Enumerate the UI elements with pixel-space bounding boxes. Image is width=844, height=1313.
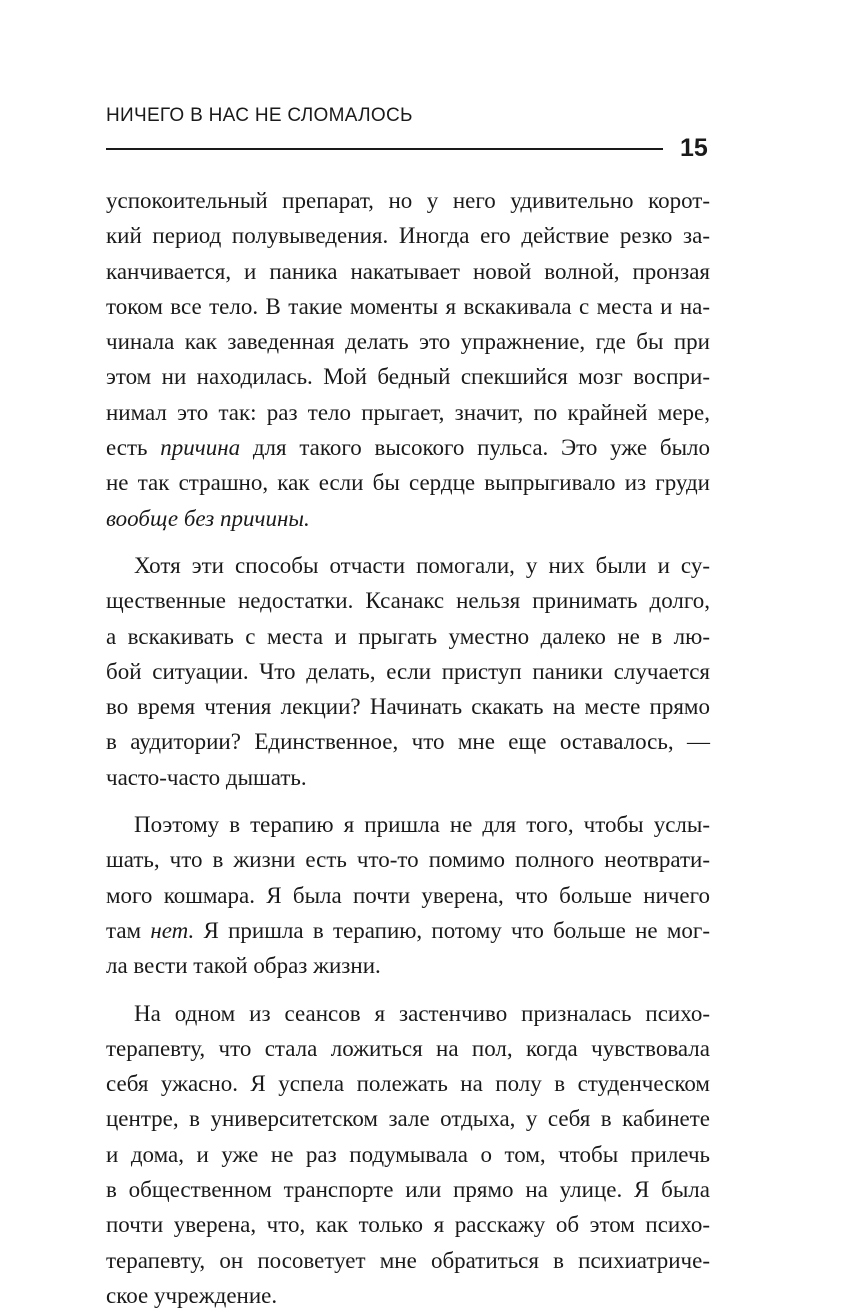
text-line — [106, 359, 710, 394]
paragraph — [106, 996, 710, 1313]
text-line — [106, 807, 710, 842]
text-line — [106, 430, 710, 465]
text-line — [106, 183, 710, 218]
text-segment: бой ситуации. Что делать, если приступ паники случается — [106, 658, 710, 684]
text-line — [106, 1278, 710, 1313]
text-segment: успокоительный препарат, но у него удивительно корот- — [106, 188, 710, 213]
text-segment: и дома, и уже не раз подумывала о том, чтобы прилечь — [106, 1141, 710, 1167]
text-line — [106, 619, 710, 654]
page-number: 15 — [680, 134, 708, 162]
text-segment: кий период полувыведения. Иногда его действие резко за- — [106, 223, 710, 249]
text-segment: Поэтому в терапию я пришла не для того, чтобы услы- — [134, 812, 710, 838]
text-line — [106, 583, 710, 618]
paragraph — [106, 183, 710, 536]
text-segment: ла вести такой образ жизни. — [106, 953, 381, 979]
text-line — [106, 1207, 710, 1242]
text-line — [106, 465, 710, 500]
text-segment: там — [106, 917, 151, 943]
text-segment: не так страшно, как если бы сердце выпрыгивало из груди — [106, 470, 710, 496]
text-segment: себя ужасно. Я успела полежать на полу в студенческом — [106, 1071, 710, 1097]
text-line — [106, 548, 710, 583]
text-segment: мого кошмара. Я была почти уверена, что больше ничего — [106, 882, 710, 908]
paragraph-gap — [106, 795, 710, 807]
text-segment: щественные недостатки. Ксанакс нельзя принимать долго, — [106, 588, 710, 614]
text-line — [106, 218, 710, 253]
text-segment: Хотя эти способы отчасти помогали, у них были и су- — [134, 552, 710, 578]
text-segment: а вскакивать с места и прыгать уместно далеко не в лю- — [106, 623, 710, 649]
italic-text: причина — [160, 435, 241, 461]
text-segment: нимал это так: раз тело прыгает, значит, по крайней мере, — [106, 399, 710, 425]
text-segment: терапевту, он посоветует мне обратиться в психиатриче- — [106, 1247, 710, 1273]
text-segment: есть — [106, 435, 161, 461]
text-segment: для такого высокого пульса. Это уже было — [240, 435, 710, 461]
text-line — [106, 996, 710, 1031]
text-line — [106, 689, 710, 724]
header-rule — [106, 148, 663, 150]
text-line — [106, 948, 710, 983]
text-segment: почти уверена, что, как только я расскажу об этом психо- — [106, 1212, 710, 1238]
text-segment: часто-часто дышать. — [106, 764, 307, 790]
paragraph — [106, 807, 710, 983]
paragraph-gap — [106, 536, 710, 548]
running-head: НИЧЕГО В НАС НЕ СЛОМАЛОСЬ — [106, 105, 413, 126]
italic-text: вообще без причины. — [106, 505, 310, 531]
text-line — [106, 913, 710, 948]
text-segment: чинала как заведенная делать это упражнение, где бы при — [106, 329, 710, 355]
text-line — [106, 395, 710, 430]
text-line — [106, 289, 710, 324]
text-segment: током все тело. В такие моменты я вскакивала с места и на- — [106, 293, 710, 319]
text-line — [106, 1137, 710, 1172]
text-segment: шать, что в жизни есть что-то помимо полного неотврати- — [106, 847, 710, 873]
text-segment: этом ни находилась. Мой бедный спекшийся мозг воспри- — [106, 364, 710, 390]
text-line — [106, 1066, 710, 1101]
text-line — [106, 324, 710, 359]
text-segment: На одном из сеансов я застенчиво призналась психо- — [134, 1000, 710, 1026]
text-segment: центре, в университетском зале отдыха, у себя в кабинете — [106, 1106, 710, 1132]
text-line — [106, 842, 710, 877]
paragraph — [106, 548, 710, 795]
text-segment: канчивается, и паника накатывает новой волной, пронзая — [106, 258, 710, 284]
paragraph-gap — [106, 984, 710, 996]
text-line — [106, 1172, 710, 1207]
text-segment: во время чтения лекции? Начинать скакать на месте прямо — [106, 694, 710, 720]
text-line — [106, 654, 710, 689]
text-line — [106, 1031, 710, 1066]
text-line — [106, 1101, 710, 1136]
text-segment: Я пришла в терапию, потому что больше не мог- — [194, 917, 710, 943]
text-line — [106, 760, 710, 795]
text-line — [106, 501, 710, 536]
text-line — [106, 1243, 710, 1278]
text-segment: терапевту, что стала ложиться на пол, когда чувствовала — [106, 1035, 710, 1061]
text-segment: в аудитории? Единственное, что мне еще оставалось, — — [106, 729, 710, 755]
text-line — [106, 878, 710, 913]
text-line — [106, 724, 710, 759]
text-line — [106, 254, 710, 289]
body-text — [106, 183, 710, 1313]
italic-text: нет. — [150, 917, 195, 943]
text-segment: в общественном транспорте или прямо на улице. Я была — [106, 1177, 710, 1203]
text-segment: ское учреждение. — [106, 1282, 278, 1308]
